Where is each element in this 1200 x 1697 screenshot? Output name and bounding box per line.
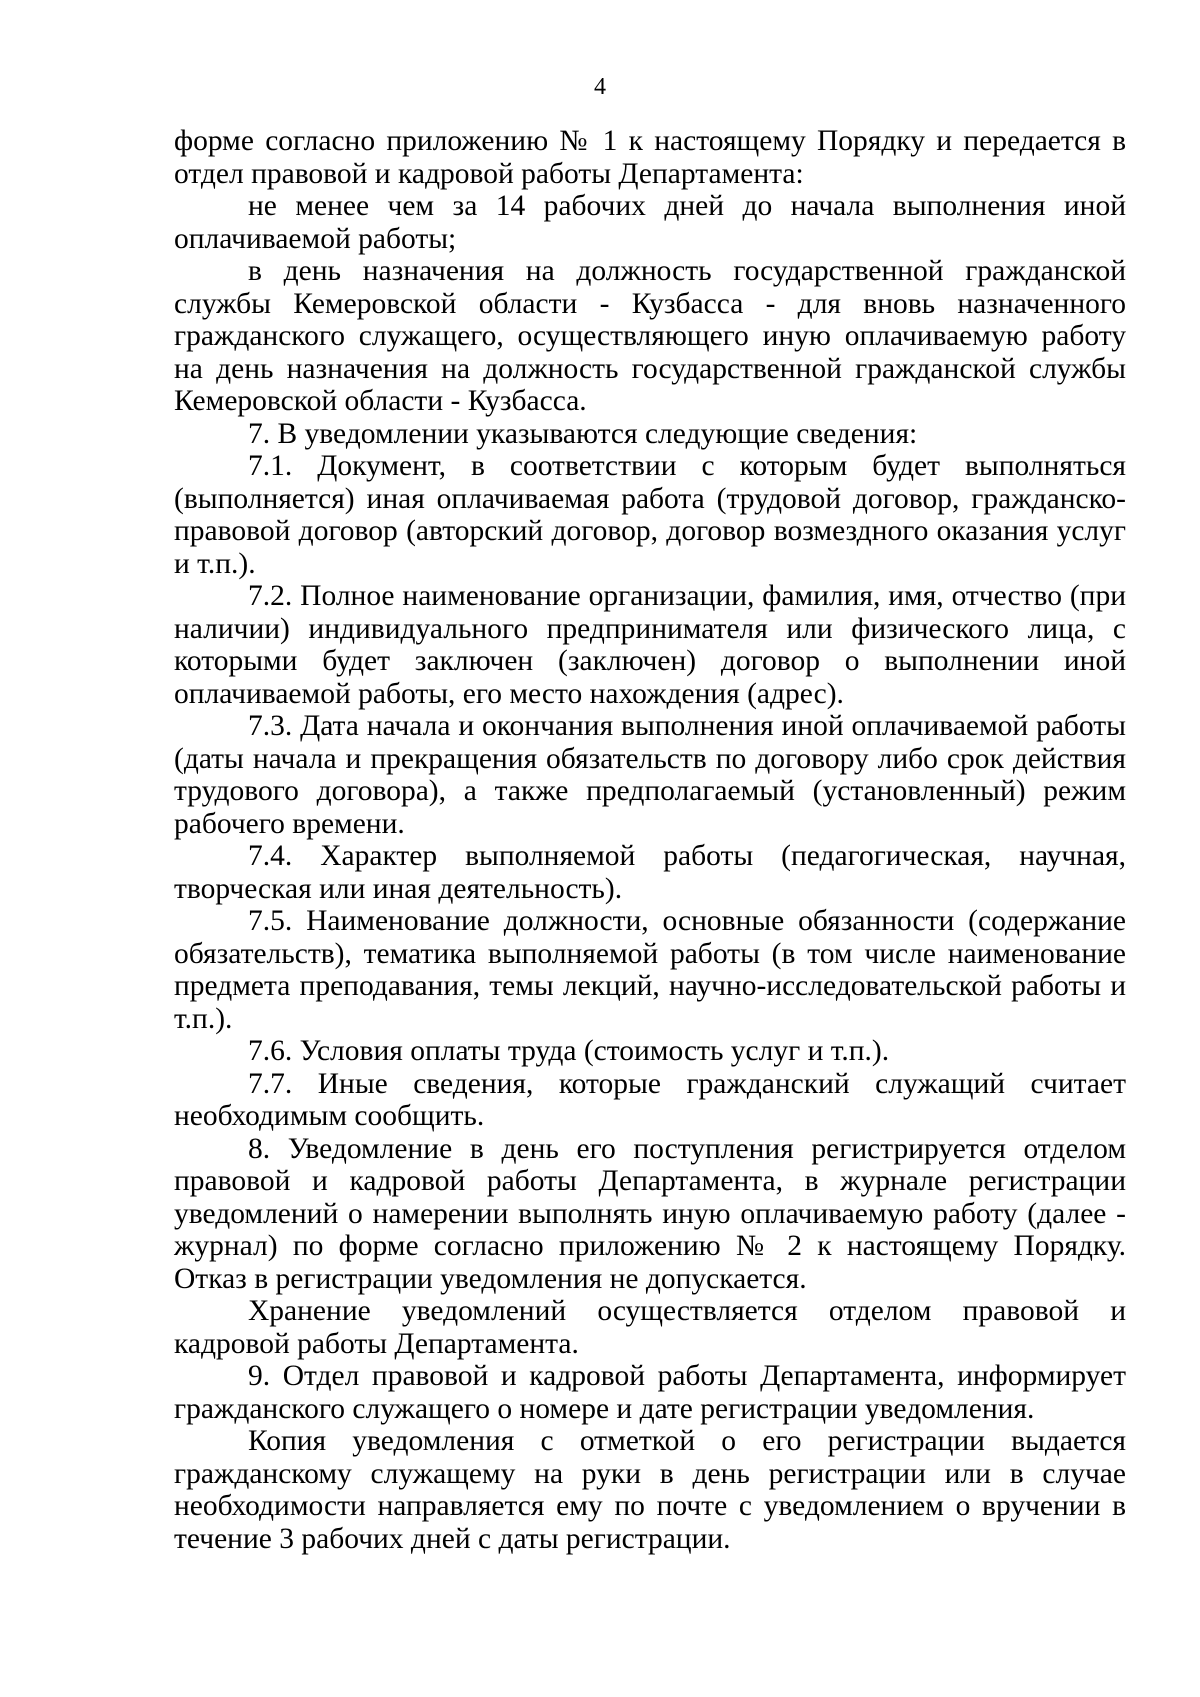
paragraph-item-7-2: 7.2. Полное наименование организации, фамилия, имя, отчество (при наличии) индивидуального предпринимателя или физического лица, с которыми будет заключен (заключен) договор о выполнении иной оплачиваемой работы, его место нахождения (адрес).	[174, 580, 1126, 710]
paragraph-item-7-6: 7.6. Условия оплаты труда (стоимость услуг и т.п.).	[248, 1035, 890, 1067]
paragraph-copy-issuance: Копия уведомления с отметкой о его регистрации выдается гражданскому служащему на руки в день регистрации или в случае необходимости направляется ему по почте с уведомлением о вручении в течение 3 рабочих дней с даты регистрации.	[174, 1425, 1126, 1555]
paragraph-item-7: 7. В уведомлении указываются следующие сведения:	[248, 417, 918, 450]
paragraph-item-7-4: 7.4. Характер выполняемой работы (педагогическая, научная, творческая или иная деятельность).	[174, 840, 1126, 905]
paragraph-storage: Хранение уведомлений осуществляется отделом правовой и кадровой работы Департамента.	[174, 1295, 1126, 1360]
paragraph-item-7-7: 7.7. Иные сведения, которые гражданский служащий считает необходимым сообщить.	[174, 1067, 1126, 1132]
document-body	[174, 125, 1126, 1555]
paragraph-appointment-day: в день назначения на должность государственной гражданской службы Кемеровской области - Кузбасса - для вновь назначенного гражданского служащего, осуществляющего иную оплачиваемую работу на день назначения на должность государственной гражданской службы Кемеровской области - Кузбасса.	[174, 255, 1126, 417]
paragraph-item-7-1: 7.1. Документ, в соответствии с которым будет выполняться (выполняется) иная оплачиваемая работа (трудовой договор, гражданско-правовой договор (авторский договор, договор возмездного оказания услуг и т.п.).	[174, 450, 1126, 580]
paragraph-item-7-5: 7.5. Наименование должности, основные обязанности (содержание обязательств), тематика выполняемой работы (в том числе наименование предмета преподавания, темы лекций, научно-исследовательской работы и т.п.).	[174, 905, 1126, 1035]
paragraph-item-9: 9. Отдел правовой и кадровой работы Департамента, информирует гражданского служащего о номере и дате регистрации уведомления.	[174, 1360, 1126, 1425]
paragraph-item-8: 8. Уведомление в день его поступления регистрируется отделом правовой и кадровой работы Департамента, в журнале регистрации уведомлений о намерении выполнять иную оплачиваемую работу (далее - журнал) по форме согласно приложению № 2 к настоящему Порядку. Отказ в регистрации уведомления не допускается.	[174, 1132, 1126, 1295]
paragraph-item-7-3: 7.3. Дата начала и окончания выполнения иной оплачиваемой работы (даты начала и прекращения обязательств по договору либо срок действия трудового договора), а также предполагаемый (установленный) режим рабочего времени.	[174, 710, 1126, 840]
page-number: 4	[594, 74, 606, 100]
paragraph-continuation: форме согласно приложению № 1 к настоящему Порядку и передается в отдел правовой и кадровой работы Департамента:	[174, 125, 1126, 190]
paragraph-deadline-14-days: не менее чем за 14 рабочих дней до начала выполнения иной оплачиваемой работы;	[174, 190, 1126, 255]
